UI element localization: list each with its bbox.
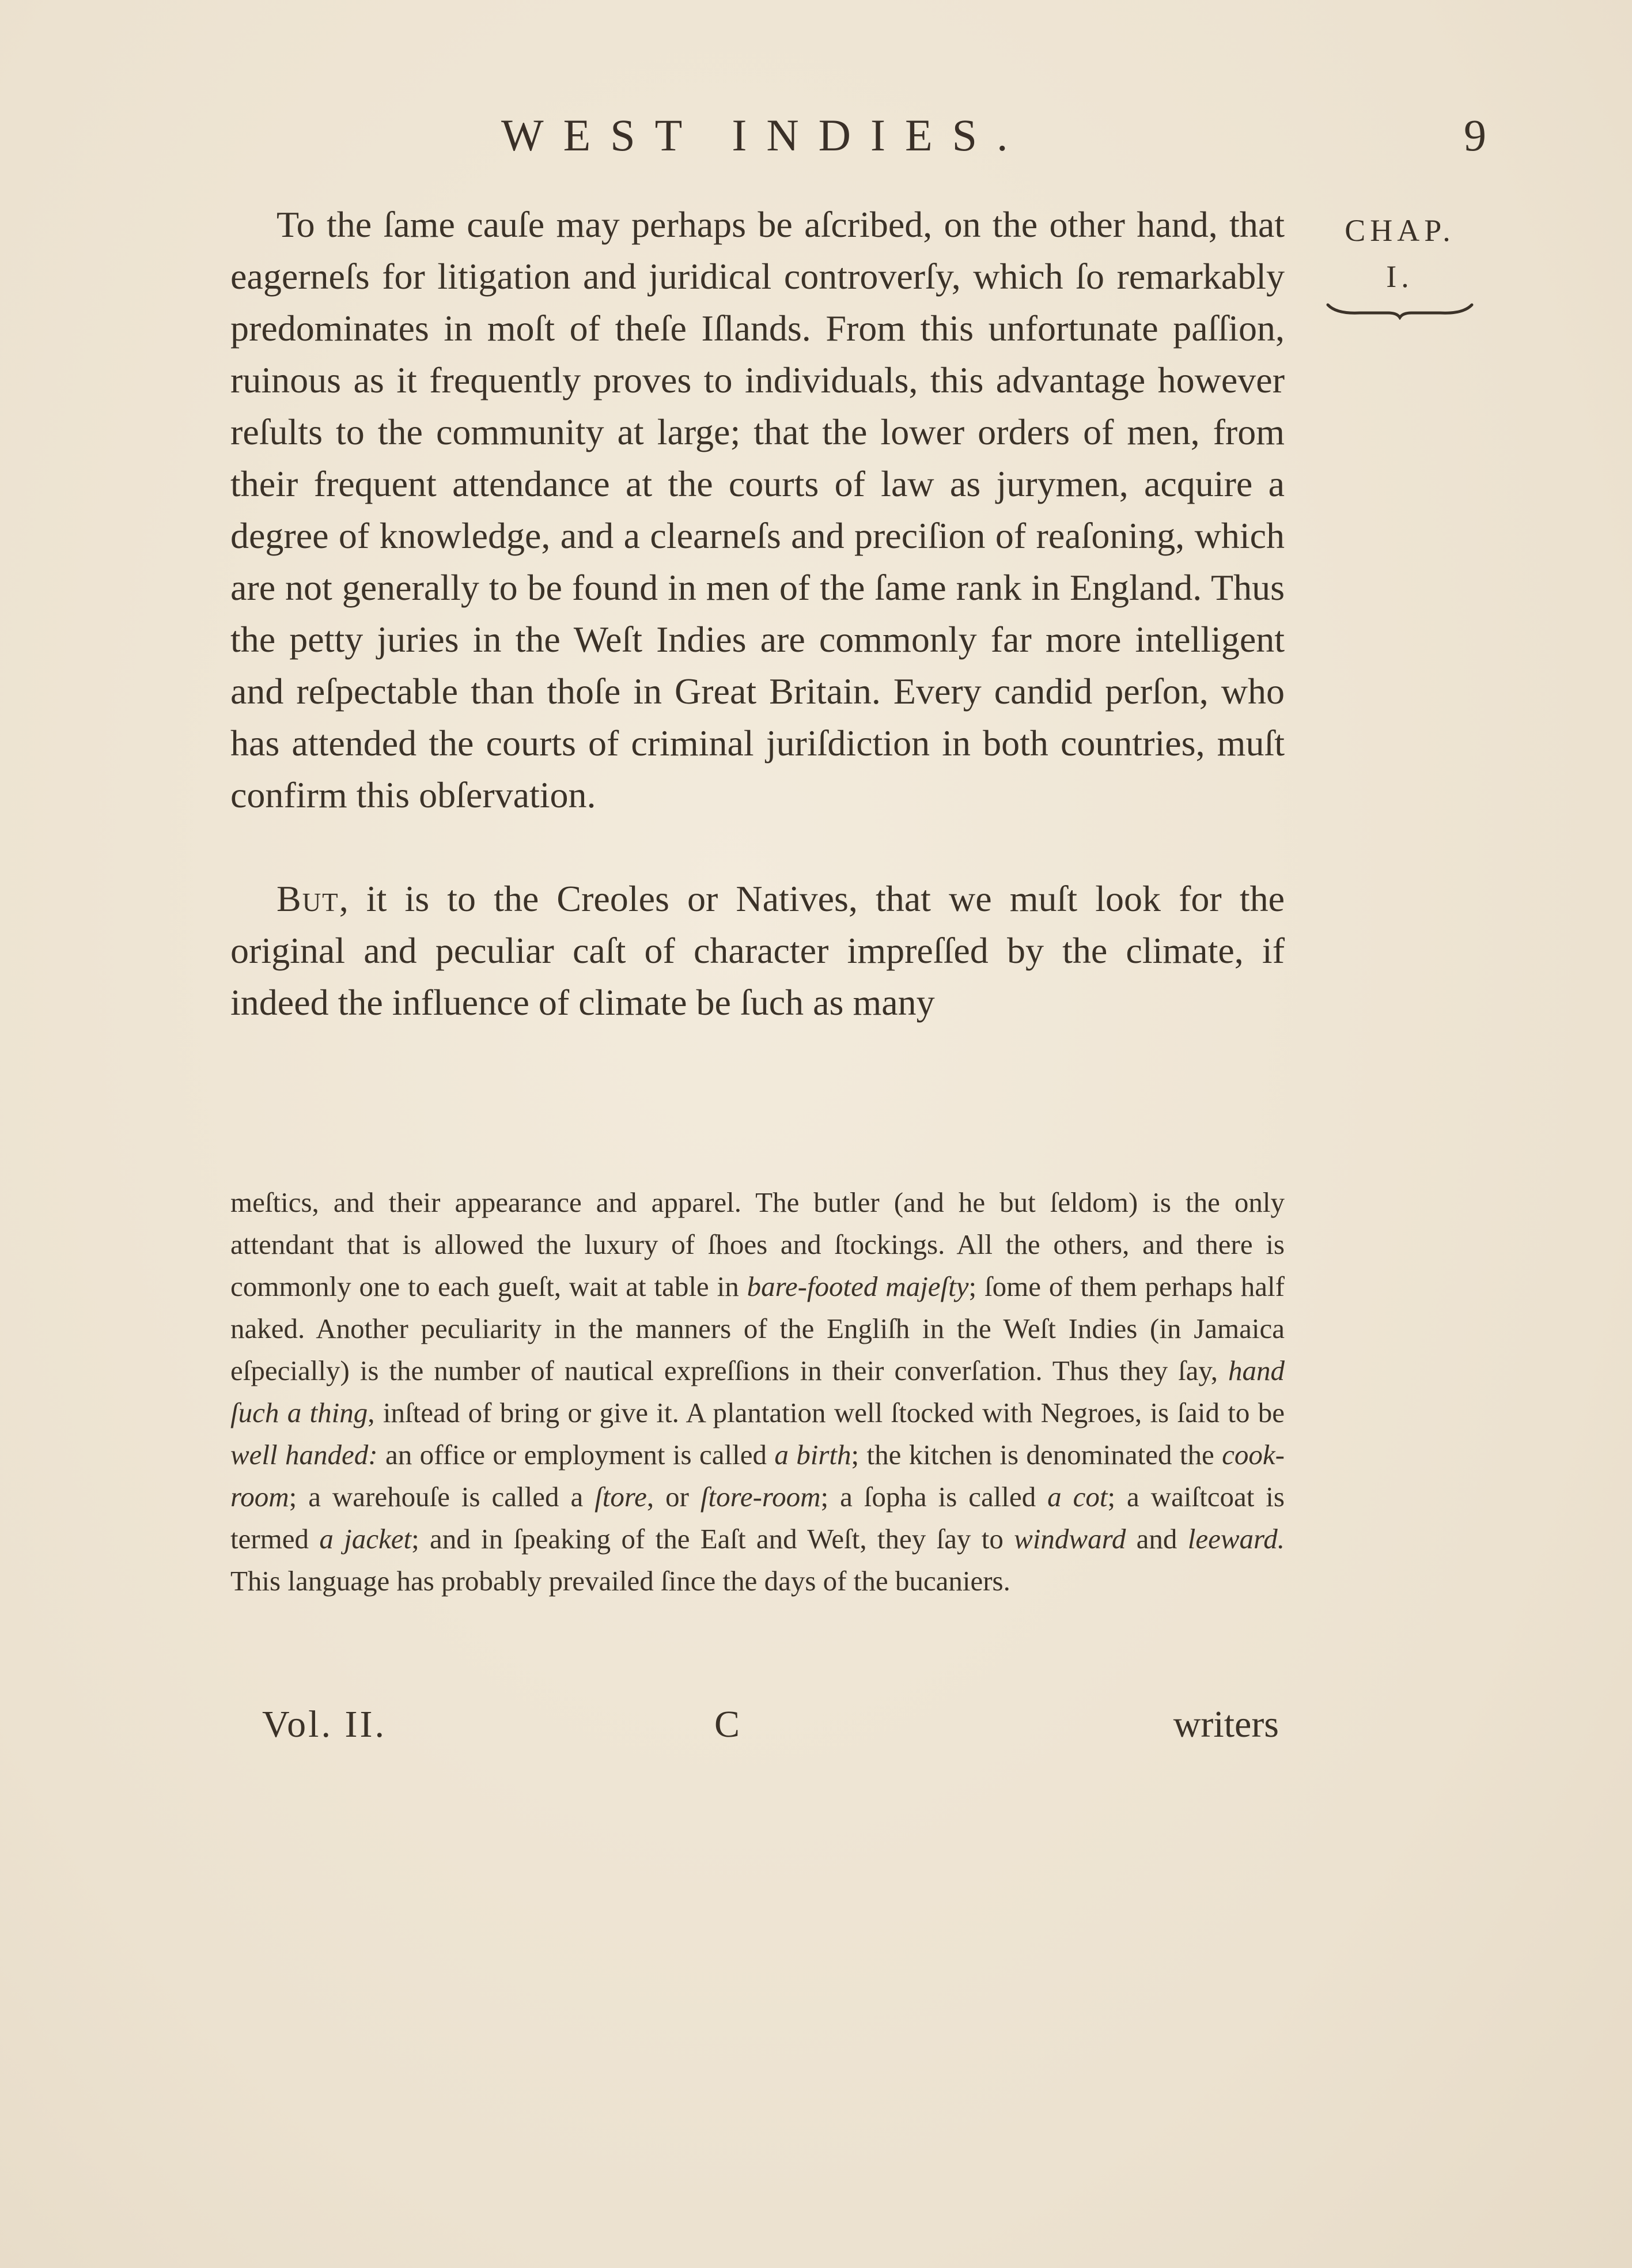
footnote-italic: ſtore (595, 1481, 647, 1513)
paragraph: To the ſame cauſe may perhaps be aſcribed, on the other hand, that eagerneſs for litigation and juridical controverſy, which ſo remarkably predominates in moſt of theſe Iſlands. From this unfortunate paſſion, ruinous as it frequently proves to individuals, this advantage however reſults to the community at large; that the lower orders of men, from their frequent attendance at the courts of law as jurymen, acquire a degree of knowledge, and a clearneſs and preciſion of reaſoning, which are not generally to be found in men of the ſame rank in England. Thus the petty juries in the Weſt Indies are commonly far more intelligent and reſpectable than thoſe in Great Britain. Every candid perſon, who has attended the courts of criminal juriſdiction in both countries, muſt confirm this obſervation. (230, 204, 1285, 815)
paragraph (230, 873, 1285, 1029)
chapter-label: CHAP. (1345, 213, 1455, 248)
footnote-italic: a cot (1047, 1481, 1108, 1513)
footnote-italic: well handed: (230, 1439, 378, 1471)
footnote-span: ; ſome of them perhaps half naked. Another peculiarity in the manners of the Engliſh in the Weſt Indies (in Jamaica eſpecially) is the number of nautical expreſſions in their converſation. Thus they ſay, (230, 1271, 1285, 1386)
footnote-span: This language has probably prevailed ſince the days of the bucaniers. (230, 1565, 1010, 1597)
chapter-number: I. (1386, 259, 1414, 294)
page-header (230, 109, 1486, 173)
footnote-span: ; a ſopha is called (820, 1481, 1048, 1513)
footnote-span: ; a waiſtcoat is termed (230, 1481, 1285, 1555)
catchword: writers (1173, 1703, 1279, 1745)
running-title: WEST INDIES. (501, 110, 1028, 160)
paragraph-text: , it is to the Creoles or Natives, that we muſt look for the original and peculiar caſt of character impreſſed by the climate, if indeed the influence of climate be ſuch as many (230, 878, 1285, 1023)
footnote-span: ; the kitchen is denominated the (851, 1439, 1222, 1471)
footnote-span: meſtics, and their appearance and apparel. The butler (and he but ſeldom) is the only attendant that is allowed the luxury of ſhoes and ſtockings. All the others, and there is commonly one to each gueſt, wait at table in (230, 1186, 1285, 1302)
footnote-italic: a birth (774, 1439, 851, 1471)
footnote-span: and (1126, 1523, 1188, 1555)
page-number: 9 (1464, 110, 1486, 160)
page-footer (262, 1703, 1279, 1755)
footnote (230, 1181, 1285, 1602)
signature-mark: C (714, 1703, 740, 1745)
footnote-text (230, 1181, 1285, 1602)
main-text (230, 199, 1285, 1029)
footnote-italic: hand ſuch a thing (230, 1355, 1285, 1428)
footnote-span: ; a warehouſe is called a (289, 1481, 595, 1513)
chapter-margin-note (1319, 205, 1480, 320)
footnote-span: , or (646, 1481, 700, 1513)
brace-ornament (1325, 300, 1475, 320)
footnote-italic: a jacket (319, 1523, 412, 1555)
footnote-italic: leeward. (1187, 1523, 1285, 1555)
footnote-italic: bare-footed majeſty (747, 1271, 969, 1302)
paragraph-lead-word: But (277, 878, 339, 919)
footnote-span: ; and in ſpeaking of the Eaſt and Weſt, they ſay to (411, 1523, 1014, 1555)
volume-label: Vol. II. (262, 1703, 387, 1745)
footnote-span: , inſtead of bring or give it. A plantation well ſtocked with Negroes, is ſaid to be (368, 1397, 1285, 1428)
footnote-italic: cook-room (230, 1439, 1285, 1513)
footnote-italic: ſtore-room (700, 1481, 821, 1513)
footnote-italic: windward (1014, 1523, 1126, 1555)
footnote-span: an office or employment is called (377, 1439, 775, 1471)
